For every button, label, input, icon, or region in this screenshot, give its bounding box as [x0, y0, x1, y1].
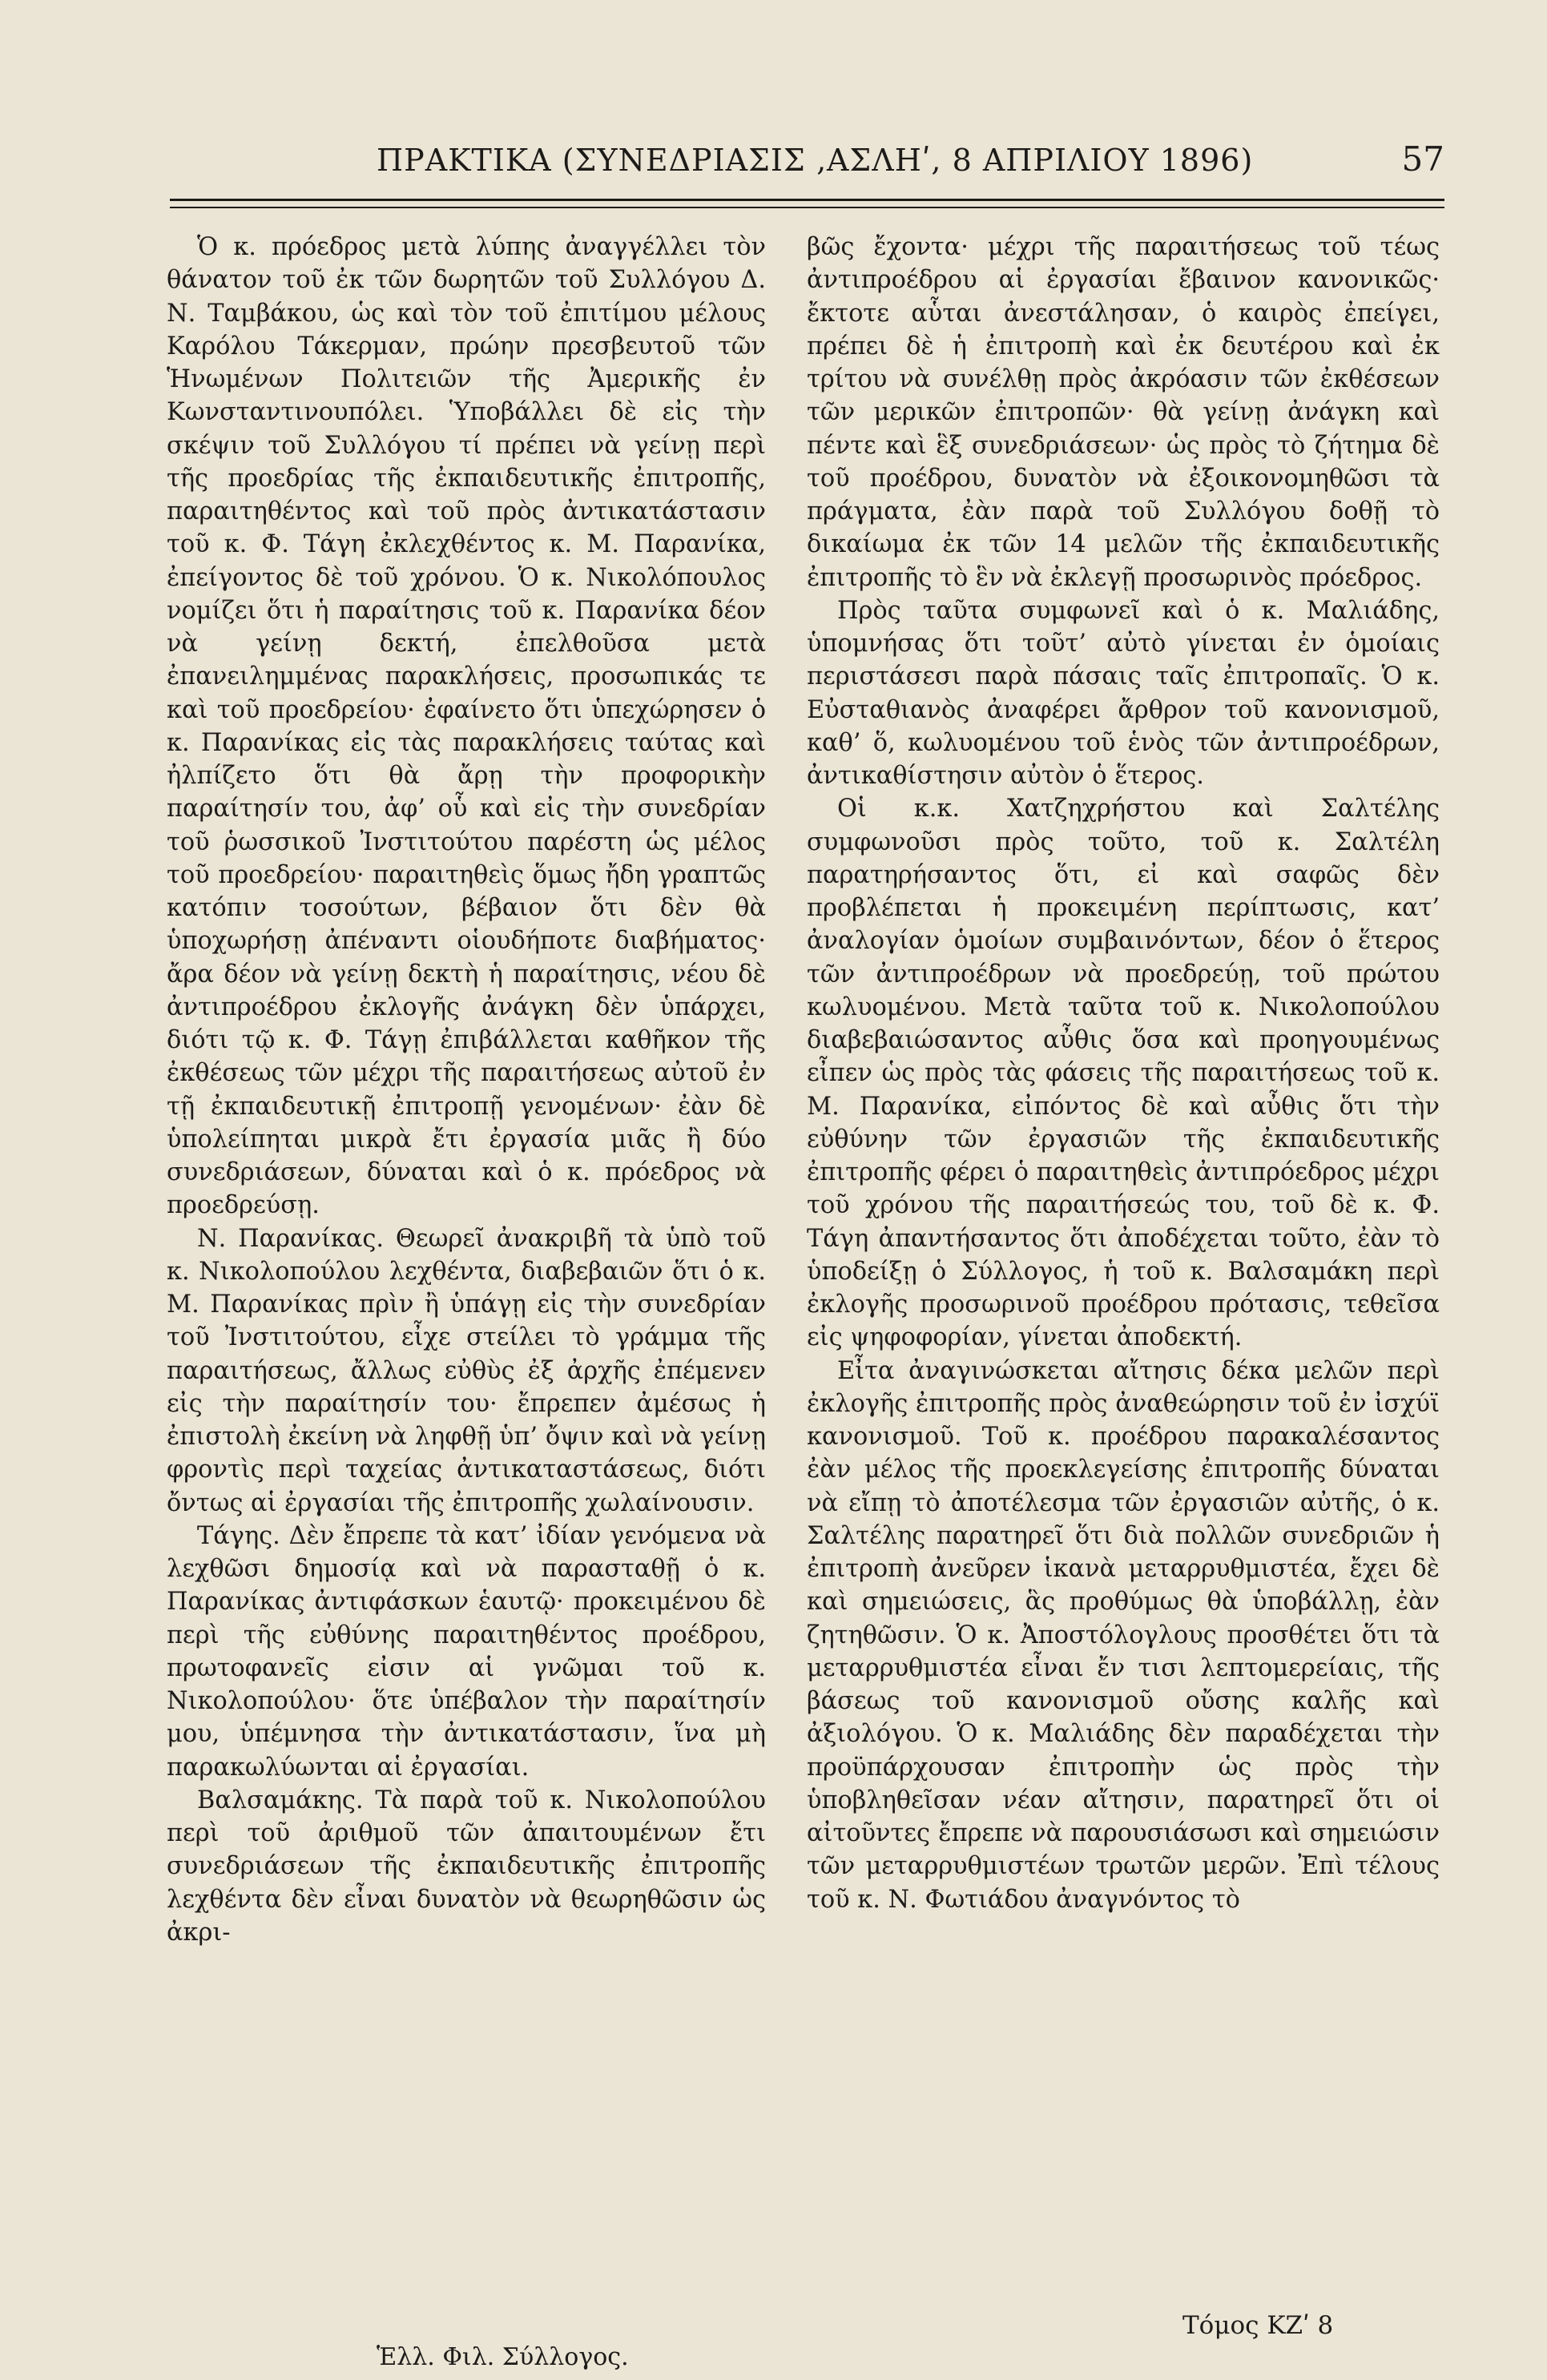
paragraph: βῶς ἔχοντα· μέχρι τῆς παραιτήσεως τοῦ τέως ἀντιπροέδρου αἱ ἐργασίαι ἔβαινον κανονικῶς· ἔκτοτε αὗται ἀνεστάλησαν, ὁ καιρὸς ἐπείγει, πρέπει δὲ ἡ ἐπιτροπὴ καὶ ἐκ δευτέρου καὶ ἐκ τρίτου νὰ συνέλθῃ πρὸς ἀκρόασιν τῶν ἐκθέσεων τῶν μερικῶν ἐπιτροπῶν· θὰ γείνῃ ἀνάγκη καὶ πέντε καὶ ἓξ συνεδριάσεων· ὡς πρὸς τὸ ζήτημα δὲ τοῦ προέδρου, δυνατὸν νὰ ἐξοικονομηθῶσι τὰ πράγματα, ἐὰν παρὰ τοῦ Συλλόγου δοθῇ τὸ δικαίωμα ἐκ τῶν 14 μελῶν τῆς ἐκπαιδευτικῆς ἐπιτροπῆς τὸ ἓν νὰ ἐκλεγῇ προσωρινὸς πρόεδρος. [807, 233, 1440, 592]
footer-signature: Ἑλλ. Φιλ. Σύλλογος. [377, 2343, 629, 2371]
page-header [184, 139, 1444, 192]
paragraph: Οἱ κ.κ. Χατζηχρήστου καὶ Σαλτέλης συμφωνοῦσι πρὸς τοῦτο, τοῦ κ. Σαλτέλη παρατηρήσαντος ὅτι, εἰ καὶ σαφῶς δὲν προβλέπεται ἡ προκειμένη περίπτωσις, κατ’ ἀναλογίαν ὁμοίων συμβαινόντων, δέον ὁ ἕτερος τῶν ἀντιπροέδρων νὰ προεδρεύῃ, τοῦ πρώτου κωλυομένου. Μετὰ ταῦτα τοῦ κ. Νικολοπούλου διαβεβαιώσαντος αὖθις ὅσα καὶ προηγουμένως εἶπεν ὡς πρὸς τὰς φάσεις τῆς παραιτήσεως τοῦ κ. Μ. Παρανίκα, εἰπόντος δὲ καὶ αὖθις ὅτι τὴν εὐθύνην τῶν ἐργασιῶν τῆς ἐκπαιδευτικῆς ἐπιτροπῆς φέρει ὁ παραιτηθεὶς ἀντιπρόεδρος μέχρι τοῦ χρόνου τῆς παραιτήσεώς του, τοῦ δὲ κ. Φ. Τάγη ἀπαντήσαντος ὅτι ἀποδέχεται τοῦτο, ἐὰν τὸ ὑποδείξῃ ὁ Σύλλογος, ἡ τοῦ κ. Βαλσαμάκη περὶ ἐκλογῆς προσωρινοῦ προέδρου πρότασις, τεθεῖσα εἰς ψηφοφορίαν, γίνεται ἀποδεκτή. [807, 795, 1440, 1352]
paragraph: Τάγης. Δὲν ἔπρεπε τὰ κατ’ ἰδίαν γενόμενα νὰ λεχθῶσι δημοσίᾳ καὶ νὰ παρασταθῇ ὁ κ. Παρανίκας ἀντιφάσκων ἑαυτῷ· προκειμένου δὲ περὶ τῆς εὐθύνης παραιτηθέντος προέδρου, πρωτοφανεῖς εἰσιν αἱ γνῶμαι τοῦ κ. Νικολοπούλου· ὅτε ὑπέβαλον τὴν παραίτησίν μου, ὑπέμνησα τὴν ἀντικατάστασιν, ἵνα μὴ παρακωλύωνται αἱ ἐργασίαι. [167, 1521, 766, 1782]
footer-volume: Τόμος ΚΖʹ 8 [1182, 2311, 1334, 2340]
header-rule [170, 199, 1444, 201]
left-column [167, 231, 766, 1949]
running-head: ΠΡΑΚΤΙΚΑ (ΣΥΝΕΔΡΙΑΣΙΣ ‚ΑΣΛΗʹ, 8 ΑΠΡΙΛΙΟΥ 1896) [377, 143, 1254, 178]
paragraph: Πρὸς ταῦτα συμφωνεῖ καὶ ὁ κ. Μαλιάδης, ὑπομνήσας ὅτι τοῦτ’ αὐτὸ γίνεται ἐν ὁμοίαις περιστάσεσι παρὰ πάσαις ταῖς ἐπιτροπαῖς. Ὁ κ. Εὐσταθιανὸς ἀναφέρει ἄρθρον τοῦ κανονισμοῦ, καθ’ ὅ, κωλυομένου τοῦ ἑνὸς τῶν ἀντιπροέδρων, ἀντικαθίστησιν αὐτὸν ὁ ἕτερος. [807, 596, 1440, 790]
paragraph: Ὁ κ. πρόεδρος μετὰ λύπης ἀναγγέλλει τὸν θάνατον τοῦ ἐκ τῶν δωρητῶν τοῦ Συλλόγου Δ. Ν. Ταμβάκου, ὡς καὶ τὸν τοῦ ἐπιτίμου μέλους Καρόλου Τάκερμαν, πρώην πρεσβευτοῦ τῶν Ἡνωμένων Πολιτειῶν τῆς Ἀμερικῆς ἐν Κωνσταντινουπόλει. Ὑποβάλλει δὲ εἰς τὴν σκέψιν τοῦ Συλλόγου τί πρέπει νὰ γείνῃ περὶ τῆς προεδρίας τῆς ἐκπαιδευτικῆς ἐπιτροπῆς, παραιτηθέντος καὶ τοῦ πρὸς ἀντικατάστασιν τοῦ κ. Φ. Τάγη ἐκλεχθέντος κ. Μ. Παρανίκα, ἐπείγοντος δὲ τοῦ χρόνου. Ὁ κ. Νικολόπουλος νομίζει ὅτι ἡ παραίτησις τοῦ κ. Παρανίκα δέον νὰ γείνῃ δεκτή, ἐπελθοῦσα μετὰ ἐπανειλημμένας παρακλήσεις, προσωπικάς τε καὶ τοῦ προεδρείου· ἐφαίνετο ὅτι ὑπεχώρησεν ὁ κ. Παρανίκας εἰς τὰς παρακλήσεις ταύτας καὶ ἠλπίζετο ὅτι θὰ ἄρῃ τὴν προφορικὴν παραίτησίν του, ἀφ’ οὗ καὶ εἰς τὴν συνεδρίαν τοῦ ῥωσσικοῦ Ἰνστιτούτου παρέστη ὡς μέλος τοῦ προεδρείου· παραιτηθεὶς ὅμως ἤδη γραπτῶς κατόπιν τοσούτων, βέβαιον ὅτι δὲν θὰ ὑποχωρήσῃ ἀπέναντι οἱουδήποτε διαβήματος· ἄρα δέον νὰ γείνῃ δεκτὴ ἡ παραίτησις, νέου δὲ ἀντιπροέδρου ἐκλογῆς ἀνάγκη δὲν ὑπάρχει, διότι τῷ κ. Φ. Τάγῃ ἐπιβάλλεται καθῆκον τῆς ἐκθέσεως τῶν μέχρι τῆς παραιτήσεως αὐτοῦ ἐν τῇ ἐκπαιδευτικῇ ἐπιτροπῇ γενομένων· ἐὰν δὲ ὑπολείπηται μικρὰ ἔτι ἐργασία μιᾶς ἢ δύο συνεδριάσεων, δύναται καὶ ὁ κ. πρόεδρος νὰ προεδρεύσῃ. [167, 233, 766, 1220]
right-column [807, 231, 1440, 1916]
paragraph: Βαλσαμάκης. Τὰ παρὰ τοῦ κ. Νικολοπούλου περὶ τοῦ ἀριθμοῦ τῶν ἀπαιτουμένων ἔτι συνεδριάσεων τῆς ἐκπαιδευτικῆς ἐπιτροπῆς λεχθέντα δὲν εἶναι δυνατὸν νὰ θεωρηθῶσιν ὡς ἀκρι- [167, 1786, 766, 1947]
paragraph: Εἶτα ἀναγινώσκεται αἴτησις δέκα μελῶν περὶ ἐκλογῆς ἐπιτροπῆς πρὸς ἀναθεώρησιν τοῦ ἐν ἰσχύϊ κανονισμοῦ. Τοῦ κ. προέδρου παρακαλέσαντος ἐὰν μέλος τῆς προεκλεγείσης ἐπιτροπῆς δύναται νὰ εἴπῃ τὸ ἀποτέλεσμα τῶν ἐργασιῶν αὐτῆς, ὁ κ. Σαλτέλης παρατηρεῖ ὅτι διὰ πολλῶν συνεδριῶν ἡ ἐπιτροπὴ ἀνεῦρεν ἱκανὰ μεταρρυθμιστέα, ἔχει δὲ καὶ σημειώσεις, ἃς προθύμως θὰ ὑποβάλλῃ, ἐὰν ζητηθῶσιν. Ὁ κ. Ἀποστόλογλους προσθέτει ὅτι τὰ μεταρρυθμιστέα εἶναι ἔν τισι λεπτομερείαις, τῆς βάσεως τοῦ κανονισμοῦ οὔσης καλῆς καὶ ἀξιολόγου. Ὁ κ. Μαλιάδης δὲν παραδέχεται τὴν προϋπάρχουσαν ἐπιτροπὴν ὡς πρὸς τὴν ὑποβληθεῖσαν νέαν αἴτησιν, παρατηρεῖ ὅτι οἱ αἰτοῦντες ἔπρεπε νὰ παρουσιάσωσι καὶ σημειώσιν τῶν μεταρρυθμιστέων τρωτῶν μερῶν. Ἐπὶ τέλους τοῦ κ. Ν. Φωτιάδου ἀναγνόντος τὸ [807, 1356, 1440, 1914]
header-rule-thin [170, 207, 1444, 208]
paragraph: Ν. Παρανίκας. Θεωρεῖ ἀνακριβῆ τὰ ὑπὸ τοῦ κ. Νικολοπούλου λεχθέντα, διαβεβαιῶν ὅτι ὁ κ. Μ. Παρανίκας πρὶν ἢ ὑπάγῃ εἰς τὴν συνεδρίαν τοῦ Ἰνστιτούτου, εἶχε στείλει τὸ γράμμα τῆς παραιτήσεως, ἄλλως εὐθὺς ἐξ ἀρχῆς ἐπέμενεν εἰς τὴν παραίτησίν του· ἔπρεπεν ἀμέσως ἡ ἐπιστολὴ ἐκείνη νὰ ληφθῇ ὑπ’ ὄψιν καὶ νὰ γείνῃ φροντὶς περὶ ταχείας ἀντικαταστάσεως, διότι ὄντως αἱ ἐργασίαι τῆς ἐπιτροπῆς χωλαίνουσιν. [167, 1224, 766, 1517]
page-number: 57 [1401, 139, 1444, 179]
